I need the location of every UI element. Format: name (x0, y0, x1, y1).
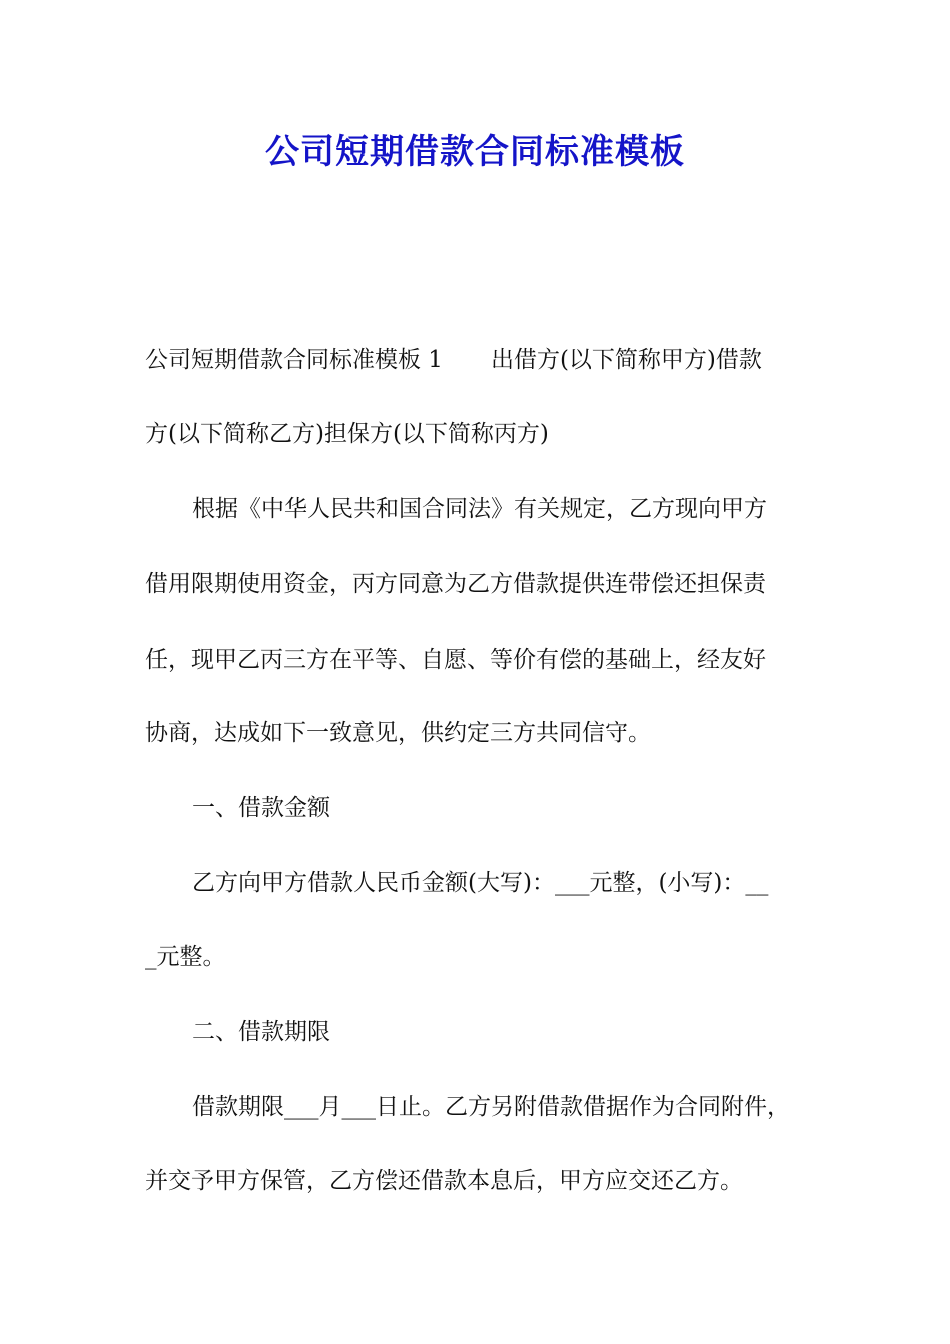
section-1-line-2: _元整。 (145, 944, 226, 970)
section-1-heading: 一、借款金额 (192, 795, 330, 821)
intro-line-2: 方(以下简称乙方)担保方(以下简称丙方) (145, 421, 549, 447)
section-2-line-2: 并交予甲方保管，乙方偿还借款本息后，甲方应交还乙方。 (145, 1168, 743, 1194)
section-2-heading: 二、借款期限 (192, 1019, 330, 1045)
paragraph-1-line-3: 任，现甲乙丙三方在平等、自愿、等价有偿的基础上，经友好 (145, 647, 766, 673)
section-2-line-1: 借款期限___月___日止。乙方另附借款借据作为合同附件， (192, 1094, 790, 1120)
intro-line-1 (145, 344, 762, 376)
lender-label: 出借方(以下简称甲方)借款 (490, 347, 762, 373)
document-title: 公司短期借款合同标准模板 (265, 132, 685, 172)
paragraph-1-line-4: 协商，达成如下一致意见，供约定三方共同信守。 (145, 720, 651, 746)
paragraph-1-line-2: 借用限期使用资金，丙方同意为乙方借款提供连带偿还担保责 (145, 571, 766, 597)
paragraph-1-line-1: 根据《中华人民共和国合同法》有关规定，乙方现向甲方 (192, 496, 767, 522)
intro-template-label: 公司短期借款合同标准模板 1 (145, 347, 443, 373)
section-1-line-1: 乙方向甲方借款人民币金额(大写)：___元整，(小写)：__ (192, 870, 769, 896)
